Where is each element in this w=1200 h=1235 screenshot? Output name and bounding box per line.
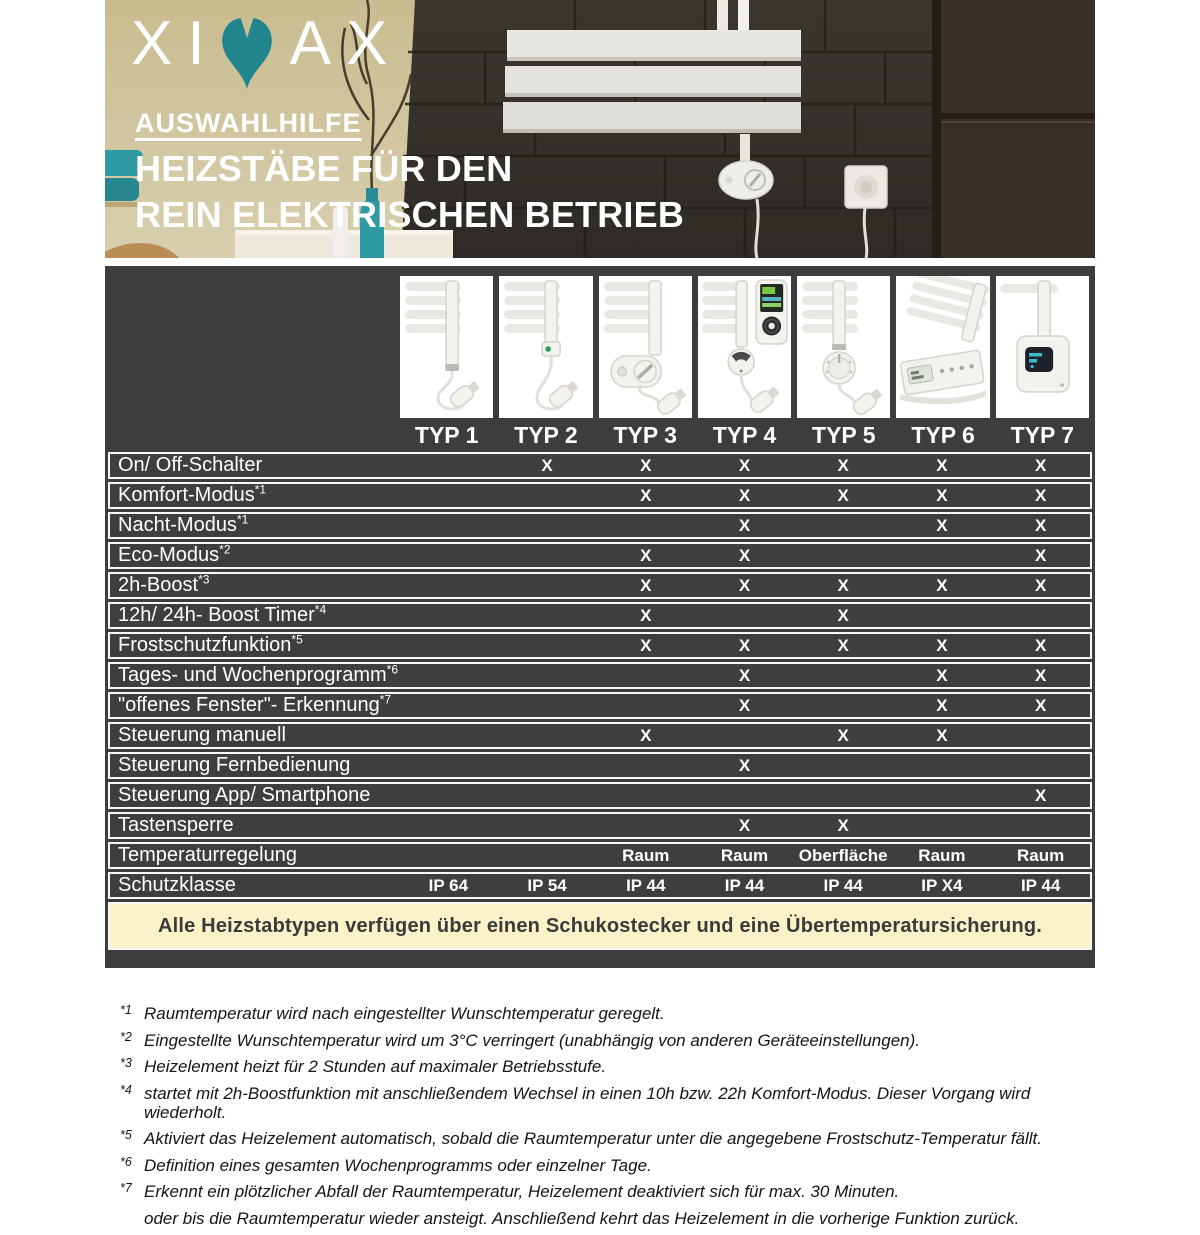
header-spacer <box>108 276 397 452</box>
footnote-marker: *2 <box>120 1029 132 1044</box>
footnote-line <box>120 1156 1100 1175</box>
feature-cell: X <box>936 516 948 535</box>
feature-cell <box>596 784 695 807</box>
table-row <box>108 812 1092 839</box>
footnote-marker: *7 <box>120 1181 132 1195</box>
footnote-marker: *4 <box>120 1082 132 1097</box>
feature-cell <box>596 754 695 777</box>
feature-cell <box>399 514 498 537</box>
feature-cell <box>399 544 498 567</box>
feature-cell: X <box>738 696 751 715</box>
heating-element-with-on-off-switch <box>499 276 592 418</box>
feature-cell <box>399 694 498 717</box>
feature-cell: IP 44 <box>1020 876 1061 895</box>
column-header-typ-3: TYP 3 <box>613 422 677 448</box>
row-label: "offenes Fenster"- Erkennung$^{*7}$ <box>118 692 392 716</box>
feature-cell <box>399 604 498 627</box>
feature-cell <box>695 784 794 807</box>
footnote-text: startet mit 2h-Boostfunktion mit anschließendem Wechsel in einen 10h bzw. 22h Komfort-Modus. Dieser Vorgang wird wiederholt. <box>144 1083 1031 1122</box>
feature-cell: X <box>837 726 849 745</box>
row-label: Temperaturregelung <box>118 844 297 866</box>
column-typ-5 <box>794 276 893 452</box>
feature-cell <box>498 664 597 687</box>
feature-cell <box>498 634 597 657</box>
feature-cell: X <box>738 666 751 685</box>
table-row <box>108 752 1092 779</box>
feature-cell: X <box>936 486 948 505</box>
heating-element-with-button-control-panel <box>896 276 989 418</box>
feature-cell: X <box>738 456 751 475</box>
feature-cell: IP X4 <box>921 876 963 895</box>
hero-title <box>135 146 684 238</box>
feature-cell: X <box>936 666 948 685</box>
feature-cell <box>991 604 1090 627</box>
feature-cell: X <box>837 456 849 475</box>
feature-cell <box>498 694 597 717</box>
feature-cell: X <box>640 546 652 565</box>
footnote-line <box>120 1057 1100 1076</box>
table-row <box>108 842 1092 869</box>
column-header-typ-7: TYP 7 <box>1010 422 1075 448</box>
feature-cell: X <box>640 726 652 745</box>
footnote-text: Aktiviert das Heizelement automatisch, sobald die Raumtemperatur unter die angegebene Frostschutz-Temperatur fällt. <box>144 1129 1042 1148</box>
table-row <box>108 632 1092 659</box>
row-label: Komfort-Modus$^{*1}$ <box>118 482 267 506</box>
ximax-logo <box>131 8 402 96</box>
row-label: Schutzklasse <box>118 874 236 896</box>
feature-cell <box>498 574 597 597</box>
footnotes <box>120 1004 1100 1235</box>
footnote-marker: *6 <box>120 1154 132 1169</box>
feature-cell: X <box>837 576 849 595</box>
feature-cell <box>991 724 1090 747</box>
feature-cell <box>991 754 1090 777</box>
feature-cell <box>498 484 597 507</box>
feature-cell <box>498 604 597 627</box>
heating-element-with-thermostat-knob <box>797 276 890 418</box>
feature-cell <box>596 514 695 537</box>
comparison-table <box>105 266 1095 968</box>
feature-cell: X <box>936 576 948 595</box>
feature-cell <box>695 604 794 627</box>
table-row <box>108 722 1092 749</box>
feature-cell: X <box>936 636 948 655</box>
footnote-marker: *5 <box>120 1128 132 1142</box>
column-typ-6 <box>893 276 992 452</box>
feature-cell: X <box>640 576 652 595</box>
feature-cell: X <box>1034 486 1047 505</box>
footnote-line <box>120 1031 1100 1050</box>
footnote-text: Definition eines gesamten Wochenprogramms oder einzelner Tage. <box>144 1155 652 1175</box>
feature-cell: X <box>837 816 849 835</box>
feature-cell: X <box>1034 516 1047 535</box>
feature-cell <box>794 544 893 567</box>
feature-cell <box>794 754 893 777</box>
row-label: Steuerung App/ Smartphone <box>118 784 371 806</box>
feature-cell <box>893 754 992 777</box>
footnote-text: oder bis die Raumtemperatur wieder ansteigt. Anschließend kehrt das Heizelement in die vorherige Funktion zurück. <box>144 1208 1020 1228</box>
feature-cell: IP 64 <box>428 876 469 895</box>
footnote-line <box>120 1004 1100 1023</box>
feature-cell: X <box>541 456 553 475</box>
column-header-typ-6: TYP 6 <box>911 422 975 448</box>
footnote-text: Raumtemperatur wird nach eingestellter Wunschtemperatur geregelt. <box>144 1004 665 1023</box>
feature-cell <box>794 784 893 807</box>
feature-cell: X <box>1034 576 1047 595</box>
footnote-marker: *1 <box>120 1003 132 1017</box>
logo-text-left: XI <box>131 9 220 78</box>
feature-cell <box>893 544 992 567</box>
table-row <box>108 572 1092 599</box>
feature-cell <box>794 514 893 537</box>
feature-cell <box>893 604 992 627</box>
feature-cell <box>399 844 498 867</box>
feature-cell: Oberfläche <box>798 846 888 865</box>
feature-cell <box>498 814 597 837</box>
table-row <box>108 782 1092 809</box>
feature-cell <box>498 784 597 807</box>
footnote-line <box>120 1182 1100 1201</box>
feature-cell: X <box>640 486 652 505</box>
feature-cell: X <box>738 576 751 595</box>
footnote-line <box>120 1209 1100 1228</box>
feature-cell: X <box>1034 696 1047 715</box>
row-label: Frostschutzfunktion$^{*5}$ <box>118 632 303 656</box>
feature-cell <box>498 754 597 777</box>
table-row <box>108 452 1092 479</box>
feature-cell: X <box>738 546 751 565</box>
feature-cell: X <box>738 816 751 835</box>
feature-cell: IP 44 <box>626 876 666 895</box>
feature-cell: X <box>738 636 751 655</box>
feature-cell: IP 54 <box>527 876 567 895</box>
feature-cell: IP 44 <box>724 876 765 895</box>
feature-cell <box>399 814 498 837</box>
feature-cell <box>399 724 498 747</box>
column-header-typ-4: TYP 4 <box>712 422 777 448</box>
feature-cell: Raum <box>720 846 769 865</box>
table-row <box>108 482 1092 509</box>
feature-cell <box>399 454 498 477</box>
feature-cell: X <box>936 456 948 475</box>
feature-cell: X <box>1034 636 1047 655</box>
feature-cell <box>893 814 992 837</box>
feature-rows <box>108 452 1092 899</box>
feature-cell: X <box>640 606 652 625</box>
row-label: Tastensperre <box>118 814 234 836</box>
feature-cell: X <box>837 486 849 505</box>
feature-cell: X <box>1034 456 1047 475</box>
feature-cell: X <box>1034 666 1047 685</box>
footnote-marker: *3 <box>120 1056 132 1070</box>
feature-cell: X <box>936 696 948 715</box>
row-label: On/ Off-Schalter <box>118 454 263 476</box>
heating-element-with-dial-control-box <box>599 276 692 418</box>
footnote-text: Erkennt ein plötzlicher Abfall der Raumtemperatur, Heizelement deaktiviert sich für max. 30 Minuten. <box>144 1182 900 1201</box>
footnote-line <box>120 1129 1100 1148</box>
heating-element-with-ball-control-and-remote <box>698 276 791 418</box>
logo-text-right: AX <box>289 9 403 78</box>
column-typ-1 <box>397 276 496 452</box>
feature-cell: X <box>837 636 849 655</box>
feature-cell <box>498 544 597 567</box>
hero-banner <box>105 0 1095 258</box>
feature-cell: X <box>640 456 652 475</box>
row-label: Steuerung Fernbedienung <box>118 754 351 776</box>
footnote-text: Eingestellte Wunschtemperatur wird um 3°C verringert (unabhängig von anderen Geräteeinstellungen). <box>144 1030 920 1050</box>
table-row <box>108 542 1092 569</box>
feature-cell: IP 44 <box>823 876 863 895</box>
feature-cell: X <box>936 726 948 745</box>
table-row <box>108 602 1092 629</box>
feature-cell <box>399 664 498 687</box>
note-text: Alle Heizstabtypen verfügen über einen Schukostecker und eine Übertemperatursicherung. <box>157 914 1043 937</box>
footnote-line <box>120 1084 1100 1122</box>
heating-element-with-cable-and-plug <box>400 276 493 418</box>
feature-cell <box>399 754 498 777</box>
row-label: Nacht-Modus$^{*1}$ <box>118 512 249 536</box>
feature-cell <box>893 784 992 807</box>
feature-cell <box>399 634 498 657</box>
feature-cell <box>695 724 794 747</box>
feature-cell <box>794 694 893 717</box>
feature-cell: X <box>1034 786 1047 805</box>
row-label: Steuerung manuell <box>118 724 286 746</box>
feature-cell <box>498 844 597 867</box>
feature-cell <box>399 574 498 597</box>
heating-element-with-square-display-controller <box>996 276 1089 418</box>
feature-cell <box>596 664 695 687</box>
feature-cell: X <box>640 636 652 655</box>
feature-cell <box>596 694 695 717</box>
feature-cell <box>794 664 893 687</box>
table-row <box>108 662 1092 689</box>
feature-cell: Raum <box>918 846 966 865</box>
feature-cell: Raum <box>1017 846 1065 865</box>
table-row <box>108 692 1092 719</box>
footnote-text: Heizelement heizt für 2 Stunden auf maximaler Betriebsstufe. <box>144 1057 607 1076</box>
column-header-typ-2: TYP 2 <box>514 422 578 448</box>
feature-cell <box>991 814 1090 837</box>
table-header <box>108 276 1092 452</box>
feature-cell: X <box>738 486 751 505</box>
note-banner <box>108 902 1092 950</box>
column-typ-4 <box>695 276 794 452</box>
feature-cell: Raum <box>622 846 670 865</box>
row-label: 2h-Boost$^{*3}$ <box>118 572 210 596</box>
feature-cell <box>596 814 695 837</box>
hero-title-line1: HEIZSTÄBE FÜR DEN <box>135 148 513 189</box>
column-header-typ-5: TYP 5 <box>812 422 876 448</box>
hero-eyebrow: AUSWAHLHILFE <box>135 108 362 138</box>
ximax-logo-m-icon <box>216 10 278 96</box>
feature-cell: X <box>837 606 849 625</box>
row-label: 12h/ 24h- Boost Timer$^{*4}$ <box>118 602 327 626</box>
feature-cell: X <box>1034 546 1047 565</box>
column-typ-3 <box>596 276 695 452</box>
hero-title-line2: REIN ELEKTRISCHEN BETRIEB <box>135 194 685 235</box>
feature-cell <box>399 784 498 807</box>
feature-cell <box>498 724 597 747</box>
feature-cell: X <box>738 756 751 775</box>
table-row <box>108 512 1092 539</box>
column-typ-2 <box>496 276 595 452</box>
row-label: Tages- und Wochenprogramm$^{*6}$ <box>118 662 398 686</box>
row-label: Eco-Modus$^{*2}$ <box>118 542 231 566</box>
table-row <box>108 872 1092 899</box>
feature-cell <box>399 484 498 507</box>
column-header-typ-1: TYP 1 <box>414 422 479 448</box>
column-typ-7 <box>993 276 1092 452</box>
feature-cell: X <box>738 516 751 535</box>
feature-cell <box>498 514 597 537</box>
